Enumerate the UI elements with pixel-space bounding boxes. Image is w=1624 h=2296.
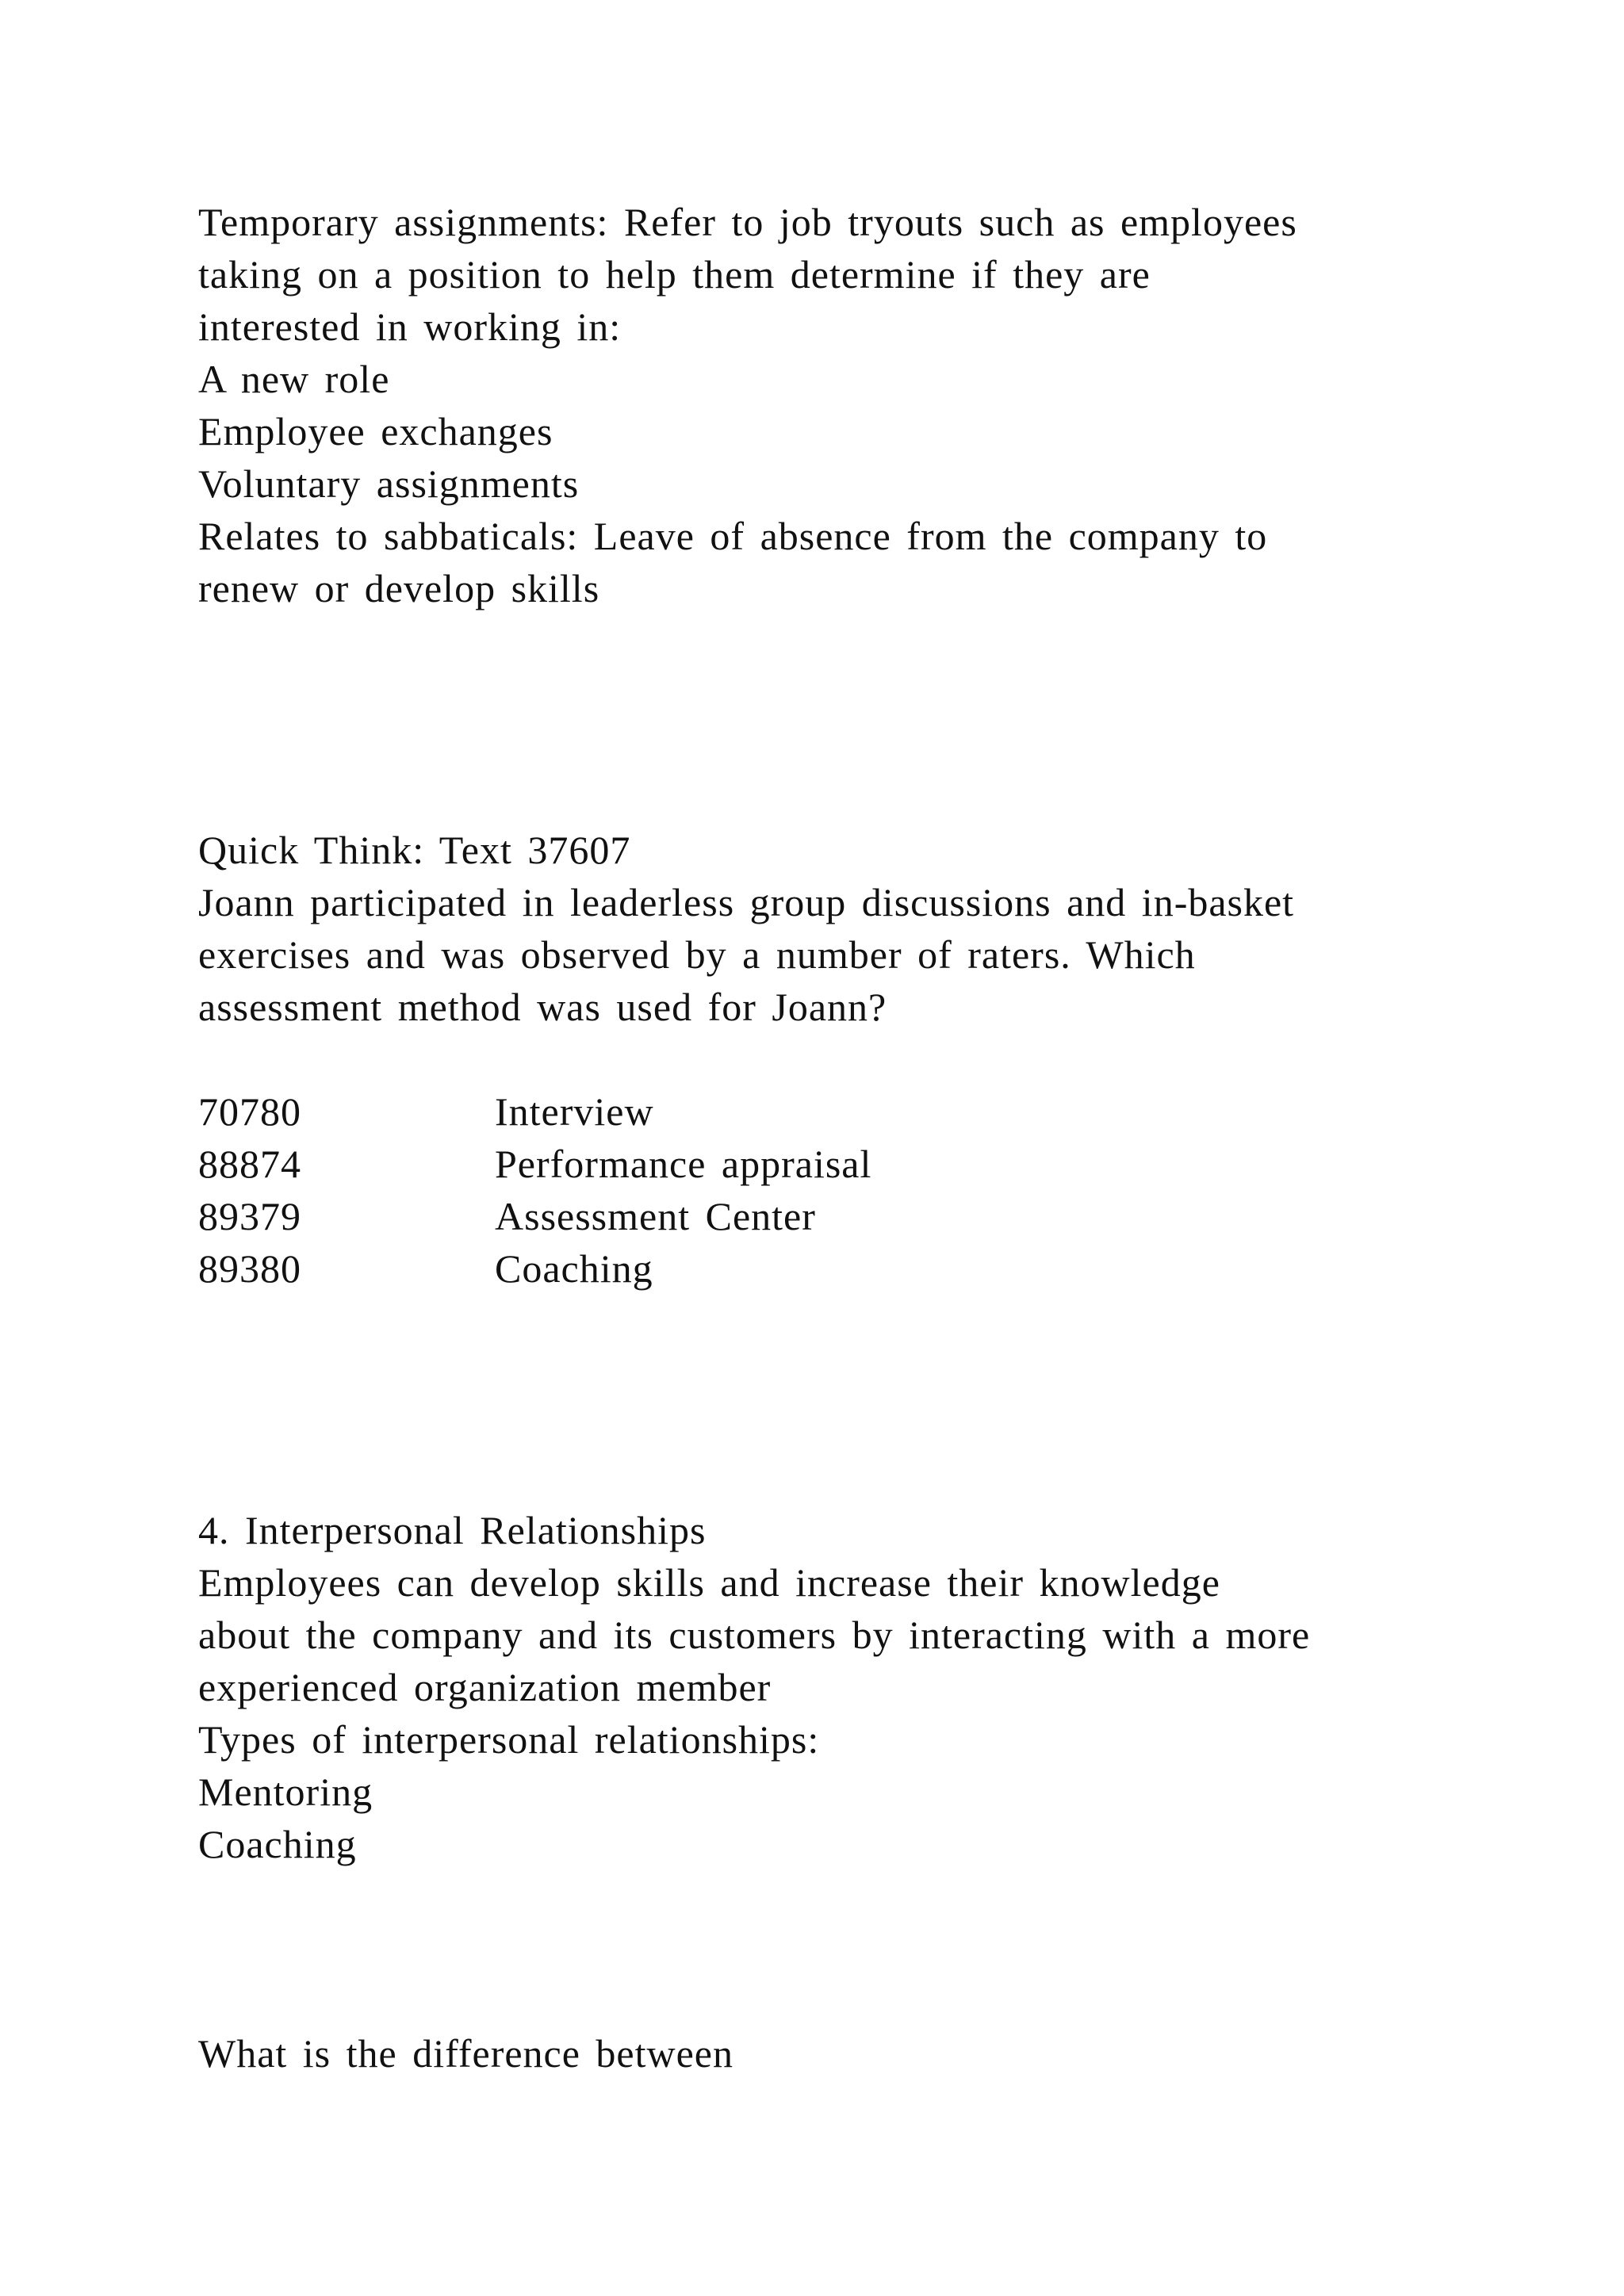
section-4-line-2: about the company and its customers by interacting with a more bbox=[198, 1613, 1311, 1657]
quick-think-heading: Quick Think: Text 37607 bbox=[198, 828, 631, 872]
list-item-new-role: A new role bbox=[198, 357, 390, 401]
sabbaticals-line-2: renew or develop skills bbox=[198, 566, 600, 610]
option-label: Assessment Center bbox=[495, 1194, 816, 1238]
list-item-employee-exchanges: Employee exchanges bbox=[198, 409, 553, 453]
option-code: 89379 bbox=[198, 1194, 301, 1238]
temporary-assignments-line-3: interested in working in: bbox=[198, 304, 622, 349]
option-label: Performance appraisal bbox=[495, 1142, 872, 1186]
section-4-line-3: experienced organization member bbox=[198, 1665, 772, 1709]
list-item-voluntary-assignments: Voluntary assignments bbox=[198, 461, 580, 506]
section-4-heading: 4. Interpersonal Relationships bbox=[198, 1508, 707, 1552]
section-4-line-1: Employees can develop skills and increase their knowledge bbox=[198, 1560, 1220, 1605]
option-code: 70780 bbox=[198, 1089, 301, 1134]
closing-question: What is the difference between bbox=[198, 2031, 733, 2076]
temporary-assignments-line-1: Temporary assignments: Refer to job tryouts such as employees bbox=[198, 200, 1297, 244]
quick-think-question-line-3: assessment method was used for Joann? bbox=[198, 985, 887, 1029]
option-label: Coaching bbox=[495, 1246, 653, 1291]
temporary-assignments-line-2: taking on a position to help them determine if they are bbox=[198, 252, 1151, 297]
list-item-coaching: Coaching bbox=[198, 1822, 357, 1866]
quick-think-question-line-1: Joann participated in leaderless group discussions and in-basket bbox=[198, 880, 1295, 924]
option-code: 89380 bbox=[198, 1246, 301, 1291]
list-item-mentoring: Mentoring bbox=[198, 1770, 373, 1814]
quick-think-question-line-2: exercises and was observed by a number of raters. Which bbox=[198, 932, 1196, 977]
option-label: Interview bbox=[495, 1089, 654, 1134]
option-code: 88874 bbox=[198, 1142, 301, 1186]
section-4-types-heading: Types of interpersonal relationships: bbox=[198, 1717, 820, 1762]
sabbaticals-line-1: Relates to sabbaticals: Leave of absence from the company to bbox=[198, 514, 1268, 558]
